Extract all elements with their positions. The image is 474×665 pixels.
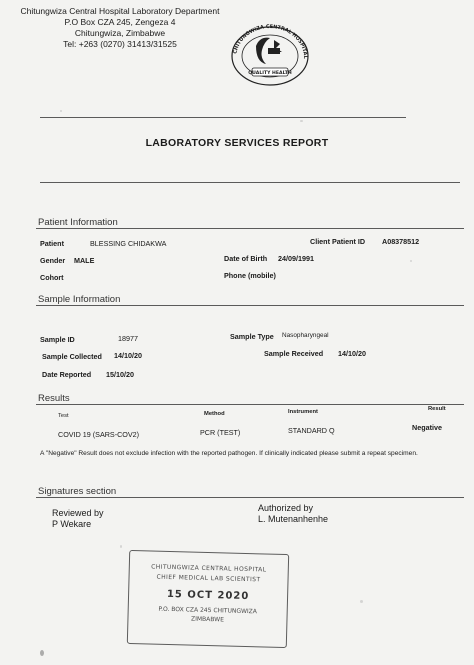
result-value: Negative bbox=[412, 423, 442, 432]
logo-motto: QUALITY HEALTH bbox=[248, 71, 292, 76]
date-reported-value: 15/10/20 bbox=[106, 370, 134, 379]
header-divider bbox=[40, 117, 406, 118]
scan-speck bbox=[60, 110, 62, 112]
patient-section-divider bbox=[36, 228, 464, 229]
results-col-test: Test bbox=[58, 413, 69, 419]
scan-speck bbox=[300, 120, 303, 122]
hospital-phone: Tel: +263 (0270) 31413/31525 bbox=[63, 39, 177, 49]
results-section-heading: Results bbox=[38, 393, 70, 404]
stamp-hospital: CHITUNGWIZA CENTRAL HOSPITAL bbox=[151, 563, 267, 574]
stamp-country: ZIMBABWE bbox=[190, 615, 225, 624]
scan-speck bbox=[410, 260, 412, 262]
sample-received-value: 14/10/20 bbox=[338, 349, 366, 358]
phone-label: Phone (mobile) bbox=[224, 271, 276, 280]
reviewed-by-label: Reviewed by bbox=[52, 508, 104, 518]
hospital-address-block bbox=[0, 6, 240, 50]
stamp-date: 15 OCT 2020 bbox=[166, 588, 250, 603]
result-method: PCR (TEST) bbox=[200, 428, 241, 437]
stamp-title: CHIEF MEDICAL LAB SCIENTIST bbox=[156, 573, 261, 584]
sample-collected-value: 14/10/20 bbox=[114, 351, 142, 360]
client-id-value: A08378512 bbox=[382, 237, 420, 246]
scan-speck bbox=[40, 650, 44, 656]
sample-type-label: Sample Type bbox=[230, 332, 274, 341]
sample-id-label: Sample ID bbox=[40, 335, 75, 344]
dob-value: 24/09/1991 bbox=[278, 254, 314, 263]
results-col-method: Method bbox=[204, 411, 225, 417]
hospital-city: Chitungwiza, Zimbabwe bbox=[74, 28, 166, 38]
gender-label: Gender bbox=[40, 256, 66, 265]
logo-ring-text: CHITUNGWIZA CENTRAL HOSPITAL bbox=[232, 23, 309, 59]
scan-speck bbox=[120, 545, 122, 548]
official-stamp bbox=[127, 550, 289, 648]
date-reported-label: Date Reported bbox=[42, 370, 92, 379]
client-id-label: Client Patient ID bbox=[310, 237, 366, 246]
gender-value: MALE bbox=[74, 256, 95, 265]
sample-section-heading: Sample Information bbox=[38, 294, 121, 305]
signatures-section-heading: Signatures section bbox=[38, 486, 117, 497]
sample-section-divider bbox=[36, 305, 464, 306]
hospital-logo bbox=[222, 18, 318, 88]
patient-name: BLESSING CHIDAKWA bbox=[90, 239, 167, 248]
patient-section-heading: Patient Information bbox=[38, 217, 118, 228]
result-test: COVID 19 (SARS-COV2) bbox=[58, 430, 140, 439]
sample-collected-label: Sample Collected bbox=[42, 352, 102, 361]
dob-label: Date of Birth bbox=[224, 254, 268, 263]
scan-speck bbox=[360, 600, 363, 603]
report-title: LABORATORY SERVICES REPORT bbox=[145, 137, 329, 149]
results-col-instrument: Instrument bbox=[288, 409, 318, 415]
result-instrument: STANDARD Q bbox=[288, 426, 335, 435]
patient-label: Patient bbox=[40, 239, 64, 248]
authorized-by-label: Authorized by bbox=[258, 503, 314, 513]
result-disclaimer: A "Negative" Result does not exclude infection with the reported pathogen. If clinically indicated please submit a repeat specimen. bbox=[40, 450, 418, 457]
stamp-address: P.O. BOX CZA 245 CHITUNGWIZA bbox=[158, 605, 258, 616]
hospital-po-box: P.O Box CZA 245, Zengeza 4 bbox=[64, 17, 176, 27]
authorized-by-name: L. Mutenanhenhe bbox=[258, 514, 329, 524]
results-section-divider bbox=[36, 404, 464, 405]
cohort-label: Cohort bbox=[40, 273, 64, 282]
results-col-result: Result bbox=[428, 406, 446, 412]
title-divider bbox=[40, 182, 460, 183]
sample-type-value: Nasopharyngeal bbox=[282, 332, 329, 339]
signatures-section-divider bbox=[36, 497, 464, 498]
sample-received-label: Sample Received bbox=[264, 349, 324, 358]
reviewed-by-name: P Wekare bbox=[52, 519, 92, 529]
svg-text:CHITUNGWIZA CENTRAL HOSPITAL bbox=[232, 24, 308, 60]
sample-id-value: 18977 bbox=[118, 334, 138, 343]
hospital-name: Chitungwiza Central Hospital Laboratory Department bbox=[20, 6, 220, 16]
